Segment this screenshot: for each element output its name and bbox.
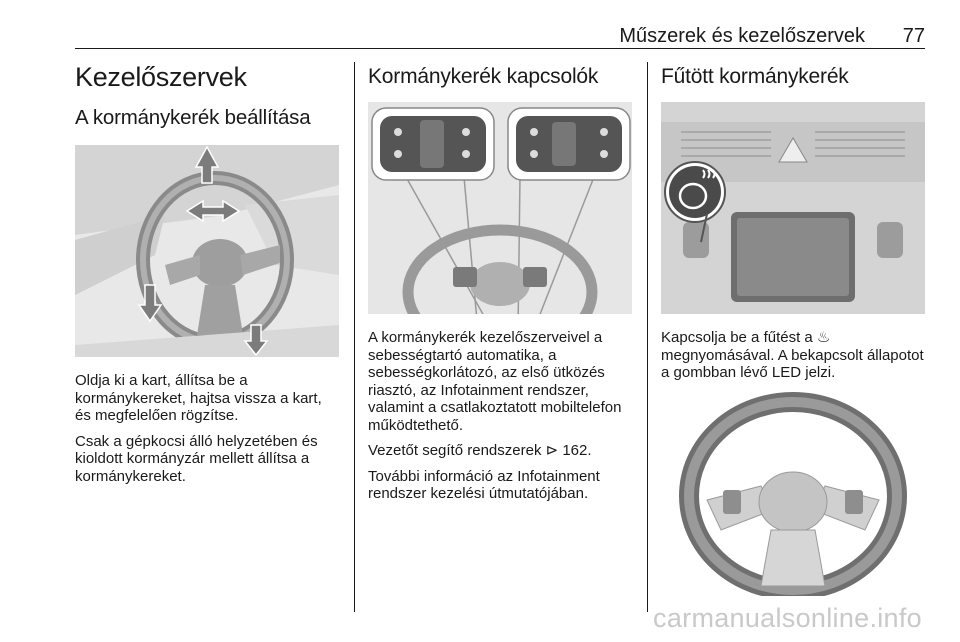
column-divider: [647, 62, 648, 612]
paragraph: Vezetőt segítő rendszerek ⊳ 162.: [368, 442, 592, 459]
column-steering-adjust: [75, 60, 341, 493]
heated-steering-wheel-illustration: [661, 390, 925, 596]
column-heated-steering: [661, 60, 927, 596]
heated-steering-button-illustration: [661, 102, 925, 314]
section-heading: Kezelőszervek: [75, 62, 247, 92]
section-heading: Kormánykerék kapcsolók: [368, 65, 599, 88]
steering-switches-illustration: [368, 102, 632, 314]
section-heading: Fűtött kormánykerék: [661, 65, 849, 88]
column-divider: [354, 62, 355, 612]
paragraph: További információ az Infotainment rendszer kezelési útmutatójában.: [368, 467, 600, 502]
paragraph: Kapcsolja be a fűtést a ♨ megnyomásával. A bekapcsolt állapotot a gombban lévő LED jelzi.: [661, 329, 924, 381]
page-number: 77: [902, 25, 925, 47]
column-steering-switches: [368, 60, 634, 511]
paragraph: Oldja ki a kart, állítsa be a kormánykereket, hajtsa vissza a kart, és megfelelően rögzítse.: [75, 372, 322, 424]
paragraph: A kormánykerék kezelőszerveivel a sebességtartó automatika, a sebességkorlátozó, az első ütközés riasztó, az Infotainment rendszer, valamint a csatlakoztatott mobiltelefon működtethető.: [368, 329, 622, 434]
header-title: Műszerek és kezelőszervek: [619, 25, 865, 47]
section-subheading: A kormánykerék beállítása: [75, 106, 311, 129]
page-header: [75, 22, 925, 49]
watermark: carmanualsonline.info: [653, 603, 922, 633]
paragraph: Csak a gépkocsi álló helyzetében és kioldott kormányzár mellett állítsa a kormánykereket.: [75, 432, 318, 485]
steering-adjust-illustration: [75, 145, 339, 357]
